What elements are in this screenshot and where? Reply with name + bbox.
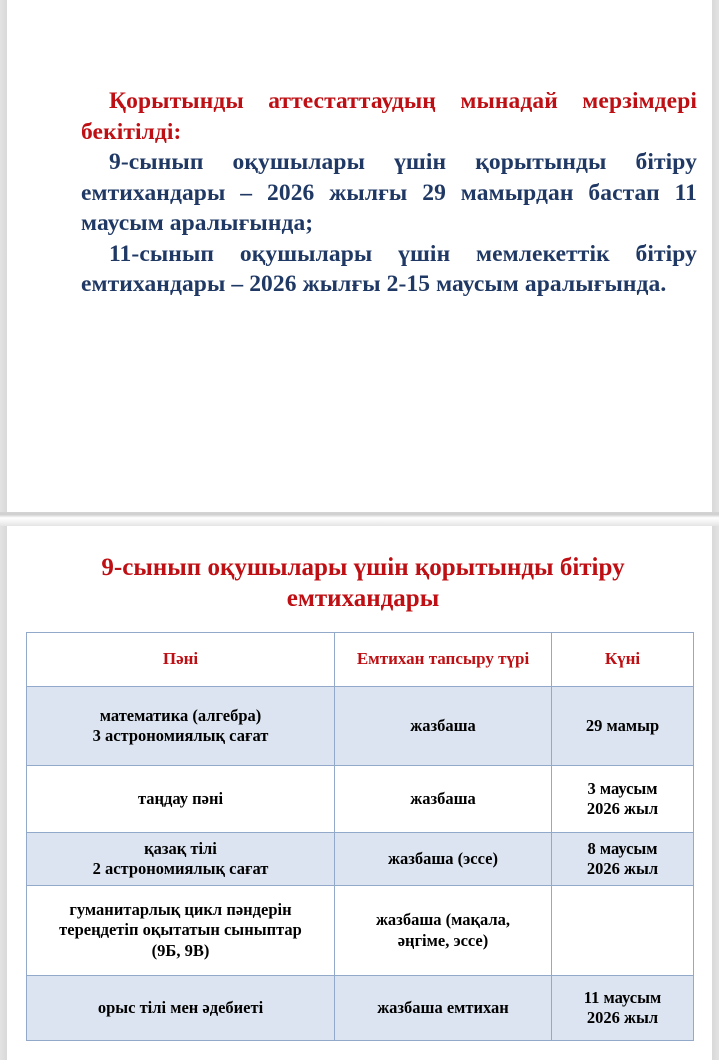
cell-line: 2026 жыл [586, 859, 659, 878]
cell-date [552, 766, 694, 833]
cell-line: әңгіме, эссе) [397, 930, 489, 950]
table-row [27, 976, 694, 1041]
cell-exam-type [335, 833, 552, 886]
cell-line: 3 астрономиялық сағат [92, 726, 269, 745]
cell-exam-type [335, 976, 552, 1041]
cell-line: 11 маусым [583, 987, 662, 1007]
cell-date [552, 976, 694, 1041]
cell-line: таңдау пәні [137, 788, 224, 808]
cell-line: 8 маусым [587, 838, 658, 858]
cell-line: қазақ тілі [144, 838, 217, 858]
cell-subject [27, 976, 335, 1041]
table-header-row [27, 633, 694, 687]
cell-exam-type [335, 766, 552, 833]
paragraph-grade9: 9-сынып оқушылары үшін қорытынды бітіру емтихандары – 2026 жылғы 29 мамырдан бастап 11 маусым аралығында; [81, 149, 697, 237]
cell-subject [27, 886, 335, 976]
cell-date [552, 886, 694, 976]
cell-line: 2026 жыл [586, 799, 659, 818]
cell-line: жазбаша (эссе) [388, 848, 498, 868]
cell-subject [27, 766, 335, 833]
column-header-subject: Пәні [27, 633, 335, 687]
cell-line: 2 астрономиялық сағат [92, 859, 269, 878]
slide-2-title: 9-сынып оқушылары үшін қорытынды бітіру емтихандары [101, 554, 625, 612]
cell-exam-type [335, 886, 552, 976]
cell-line: гуманитарлық цикл пәндерін [69, 900, 292, 920]
cell-subject [27, 833, 335, 886]
cell-line: жазбаша [410, 788, 476, 808]
cell-line: математика (алгебра) [99, 705, 262, 725]
slide-1 [7, 0, 712, 512]
table-row [27, 687, 694, 766]
page-gutter-right [712, 0, 719, 1060]
cell-line: (9Б, 9В) [151, 940, 210, 960]
table-row [27, 766, 694, 833]
cell-exam-type [335, 687, 552, 766]
column-header-exam-type: Емтихан тапсыру түрі [335, 633, 552, 687]
column-header-date: Күні [552, 633, 694, 687]
exam-schedule-table [26, 632, 694, 1041]
page-gutter-left [0, 0, 7, 1060]
table-row [27, 833, 694, 886]
slide-separator [0, 512, 719, 526]
cell-line: 3 маусым [587, 778, 658, 798]
cell-line: орыс тілі мен әдебиеті [97, 997, 264, 1017]
cell-line: жазбаша (мақала, [375, 910, 511, 930]
table-header [27, 633, 694, 687]
paragraph-grade11: 11-сынып оқушылары үшін мемлекеттік бітіру емтихандары – 2026 жылғы 2-15 маусым аралығында. [81, 240, 697, 298]
table-body [27, 687, 694, 1041]
cell-line: жазбаша емтихан [377, 997, 509, 1017]
paragraph-heading: Қорытынды аттестаттаудың мынадай мерзімдері бекітілді: [81, 88, 697, 145]
cell-line: жазбаша [410, 715, 476, 735]
table-row [27, 886, 694, 976]
slide-1-text-block [81, 86, 697, 300]
cell-line: 29 мамыр [585, 715, 660, 735]
cell-line: 2026 жыл [586, 1008, 659, 1027]
cell-date [552, 687, 694, 766]
cell-line: тереңдетіп оқытатын сыныптар [59, 920, 302, 940]
cell-date [552, 833, 694, 886]
cell-subject [27, 687, 335, 766]
slide-2 [7, 526, 712, 1060]
